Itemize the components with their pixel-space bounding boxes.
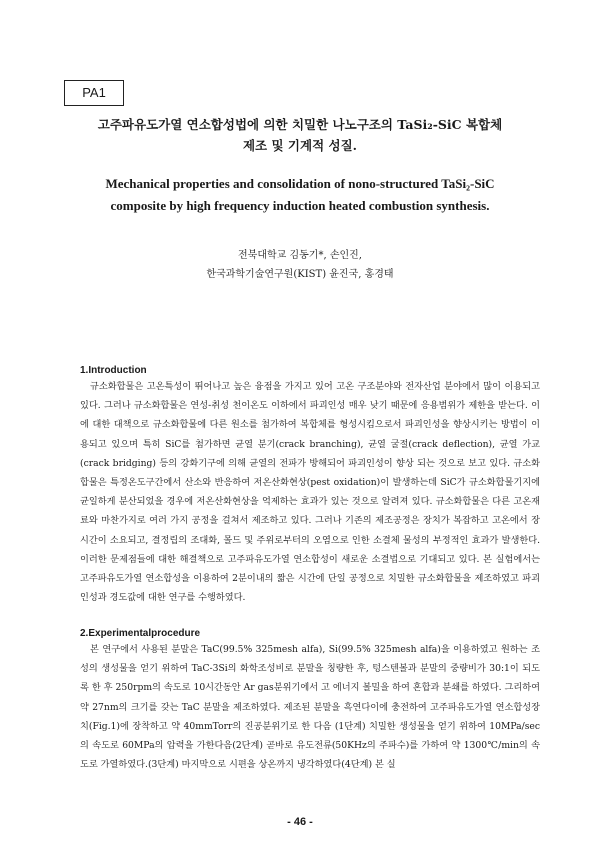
english-title-line-1: Mechanical properties and consolidation of nono-structured TaSi₂-SiC: [105, 176, 495, 191]
korean-title-line-2: 제조 및 기계적 성질.: [242, 138, 357, 153]
author-line-2: 한국과학기술연구원(KIST) 윤진국, 홍경태: [206, 269, 394, 280]
experimental-heading: 2.Experimentalprocedure: [80, 628, 201, 639]
abstract-id-badge: PA1: [64, 80, 124, 106]
author-affiliations: [100, 246, 500, 284]
introduction-body: 규소화합물은 고온특성이 뛰어나고 높은 융점을 가지고 있어 고온 구조분야와 전자산업 분야에서 많이 이용되고 있다. 그러나 규소화합물은 연성-취성 천이온도 이하에서 파괴인성 매우 낮기 때문에 응용범위가 제한을 받는다. 이에 대한 대책으로 규소화합물에 다른 원소를 첨가하여 복합체를 형성시킴으로서 파괴인성을 향상시키는 방법이 이용되고 있으며 특히 SiC를 첨가하면 균열 분기(crack branching), 균열 굴절(crack deflection), 균열 가교(crack bridging) 등의 강화기구에 의해 균열의 전파가 방해되어 파괴인성이 향상 되는 것으로 보고 있다. 규소화합물은 특정온도구간에서 산소와 반응하여 저온산화현상(pest oxidation)이 발생하는데 SiC가 규소화합물기지에 균일하게 분산되었을 경우에 저온산화현상을 억제하는 효과가 있는 것으로 알려져 있다. 규소화합물은 다른 고온재료와 마찬가지로 여러 가지 공정을 걸쳐서 제조하고 있다. 그러나 기존의 제조공정은 장치가 복잡하고 고온에서 장시간이 소요되고, 결정립의 조대화, 몰드 및 주위로부터의 오염으로 인한 소결체 물성의 부정적인 효과가 발생한다. 이러한 문제점들에 대한 해결책으로 고주파유도가열 연소합성이 새로운 소결법으로 기대되고 있다. 본 실험에서는 고주파유도가열 연소합성을 이용하여 2분이내의 짧은 시간에 단일 공정으로 치밀한 규소화합물을 제조하였고 파괴인성과 경도값에 대한 연구를 수행하였다.: [80, 381, 540, 604]
korean-title-line-1: 고주파유도가열 연소합성법에 의한 치밀한 나노구조의 TaSi₂-SiC 복합체: [97, 117, 503, 132]
page-number: - 46 -: [287, 816, 313, 828]
english-title: [40, 173, 560, 217]
author-line-1: 전북대학교 김동기*, 손인진,: [238, 250, 362, 261]
korean-title: [60, 114, 540, 156]
introduction-heading: 1.Introduction: [80, 365, 147, 376]
english-title-line-2: composite by high frequency induction heated combustion synthesis.: [110, 198, 490, 213]
experimental-body: 본 연구에서 사용된 분말은 TaC(99.5% 325mesh alfa), Si(99.5% 325mesh alfa)을 이용하였고 원하는 조성의 생성물을 얻기 위하여 TaC-3Si의 화학조성비로 분말을 칭량한 후, 텅스텐볼과 분말의 중량비가 30:1이 되도록 한 후 250rpm의 속도로 10시간동안 Ar gas분위기에서 고 에너지 볼밀을 하여 혼합과 분쇄를 하였다. 그리하여 약 27nm의 크기를 갖는 TaC 분말을 제조하였다. 제조된 분말을 흑연다이에 충전하여 고주파유도가열 연소합성장치(Fig.1)에 장착하고 약 40mmTorr의 진공분위기로 한 다음 (1단계) 치밀한 생성물을 얻기 위하여 10MPa/sec의 속도로 60MPa의 압력을 가한다음(2단계) 곧바로 유도전류(50KHz의 주파수)를 가하여 약 1300℃/min의 속도로 가열하였다.(3단계) 마지막으로 시편을 상온까지 냉각하였다(4단계) 본 실: [80, 644, 540, 771]
